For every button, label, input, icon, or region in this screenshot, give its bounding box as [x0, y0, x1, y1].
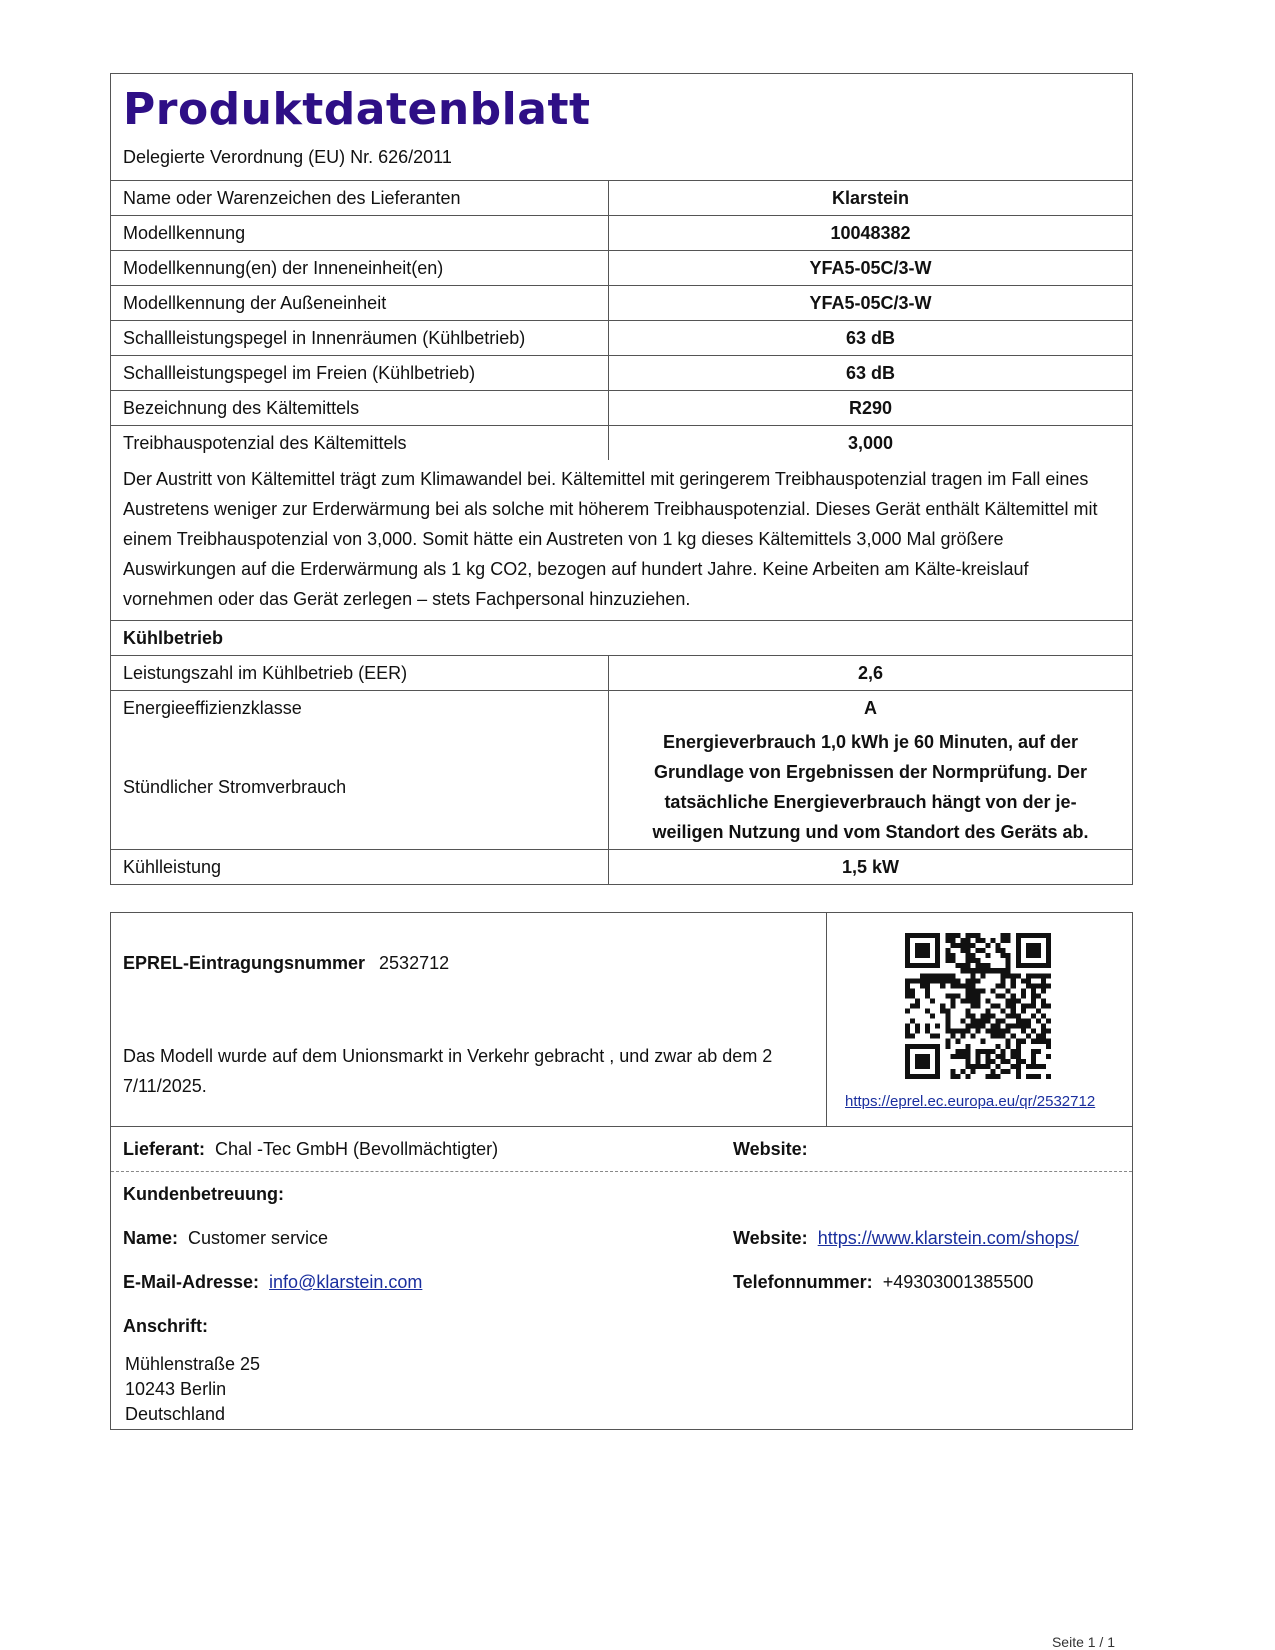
phone-value: +49303001385500 [882, 1272, 1034, 1292]
regulation-subtitle: Delegierte Verordnung (EU) Nr. 626/2011 [123, 147, 452, 167]
row-value: Energieverbrauch 1,0 kWh je 60 Minuten, auf der Grundlage von Ergebnissen der Normprüfung. Der tatsächliche Energieverbrauch hängt von der je-weiligen Nutzung und vom Standort des Geräts ab. [652, 732, 1089, 842]
website-label: Website: [733, 1228, 808, 1248]
row-value: 10048382 [830, 223, 911, 243]
row-label: Stündlicher Stromverbrauch [111, 725, 609, 849]
supplier-website-label: Website: [733, 1139, 808, 1159]
product-data-sheet [110, 73, 1133, 885]
row-label: Schallleistungspegel im Freien (Kühlbetrieb) [111, 356, 609, 390]
table-row [111, 286, 1132, 321]
name-label: Name: [123, 1228, 179, 1248]
name-value: Customer service [188, 1228, 329, 1248]
eprel-info [111, 913, 827, 1126]
supplier-label: Lieferant: [123, 1139, 206, 1159]
supplier-row [111, 1127, 1132, 1172]
page-title: Produktdatenblatt [123, 84, 591, 135]
eprel-qr-link[interactable]: https://eprel.ec.europa.eu/qr/2532712 [845, 1093, 1096, 1110]
eprel-block [111, 913, 1132, 1127]
eprel-qr-panel [827, 913, 1132, 1126]
row-label: Leistungszahl im Kühlbetrieb (EER) [111, 656, 609, 690]
table-row [111, 181, 1132, 216]
address [125, 1352, 260, 1427]
address-street: Mühlenstraße 25 [125, 1354, 261, 1374]
cooling-table [111, 656, 1132, 725]
address-label: Anschrift: [123, 1316, 208, 1336]
table-row [111, 725, 1132, 850]
row-label: Modellkennung(en) der Inneneinheit(en) [111, 251, 609, 285]
table-row [111, 356, 1132, 391]
row-value: 3,000 [847, 433, 894, 453]
table-row [111, 321, 1132, 356]
row-value: 63 dB [845, 328, 896, 348]
customer-service-block [111, 1172, 1132, 1444]
address-city: 10243 Berlin [125, 1379, 227, 1399]
row-value: 2,6 [857, 663, 884, 683]
row-value: 1,5 kW [841, 857, 900, 877]
spec-table [111, 181, 1132, 460]
row-label: Modellkennung [111, 216, 609, 250]
eprel-label: EPREL-Eintragungsnummer [123, 953, 366, 973]
eprel-number-line [123, 953, 449, 974]
row-label: Kühlleistung [111, 850, 609, 884]
supplier-name: Chal -Tec GmbH (Bevollmächtigter) [215, 1139, 499, 1159]
row-label: Name oder Warenzeichen des Lieferanten [111, 181, 609, 215]
qr-code-icon[interactable] [905, 933, 1051, 1079]
table-row [111, 216, 1132, 251]
row-value: R290 [848, 398, 893, 418]
table-row [111, 251, 1132, 286]
row-label: Treibhauspotenzial des Kältemittels [111, 426, 609, 460]
email-link[interactable]: info@klarstein.com [269, 1272, 423, 1292]
table-row [111, 656, 1132, 691]
row-value: YFA5-05C/3-W [809, 258, 932, 278]
address-country: Deutschland [125, 1404, 226, 1424]
page-number: Seite 1 / 1 [1051, 1634, 1115, 1650]
supplier-sheet [110, 912, 1133, 1430]
table-row [111, 426, 1132, 460]
refrigerant-note: Der Austritt von Kältemittel trägt zum Klimawandel bei. Kältemittel mit geringerem Treibhauspotenzial tragen im Fall eines Austretens weniger zur Erderwärmung bei als solche mit höherem Treibhauspotenzial. Dieses Gerät enthält Kältemittel mit einem Treibhauspotenzial von 3,000. Somit hätte ein Austreten von 1 kg dieses Kältemittels 3,000 Mal größere Auswirkungen auf die Erderwärmung als 1 kg CO2, bezogen auf hundert Jahre. Keine Arbeiten am Kälte-kreislauf vornehmen oder das Gerät zerlegen – stets Fachpersonal hinzuziehen. [111, 460, 1132, 621]
row-value: Klarstein [831, 188, 910, 208]
eprel-number: 2532712 [379, 953, 450, 973]
row-label: Energieeffizienzklasse [111, 691, 609, 725]
market-date-text: Das Modell wurde auf dem Unionsmarkt in Verkehr gebracht , und zwar ab dem 2 7/11/2025. [123, 1046, 773, 1096]
phone-label: Telefonnummer: [733, 1272, 873, 1292]
header [111, 74, 1132, 181]
email-label: E-Mail-Adresse: [123, 1272, 260, 1292]
row-value: YFA5-05C/3-W [809, 293, 932, 313]
customer-service-heading: Kundenbetreuung: [123, 1184, 284, 1204]
row-label: Modellkennung der Außeneinheit [111, 286, 609, 320]
row-value: 63 dB [845, 363, 896, 383]
row-value: A [864, 698, 877, 718]
website-link[interactable]: https://www.klarstein.com/shops/ [817, 1228, 1079, 1248]
table-row [111, 391, 1132, 426]
row-label: Schallleistungspegel in Innenräumen (Kühlbetrieb) [111, 321, 609, 355]
table-row [111, 691, 1132, 725]
table-row [111, 850, 1132, 884]
row-label: Bezeichnung des Kältemittels [111, 391, 609, 425]
cooling-section-heading: Kühlbetrieb [111, 621, 1132, 656]
